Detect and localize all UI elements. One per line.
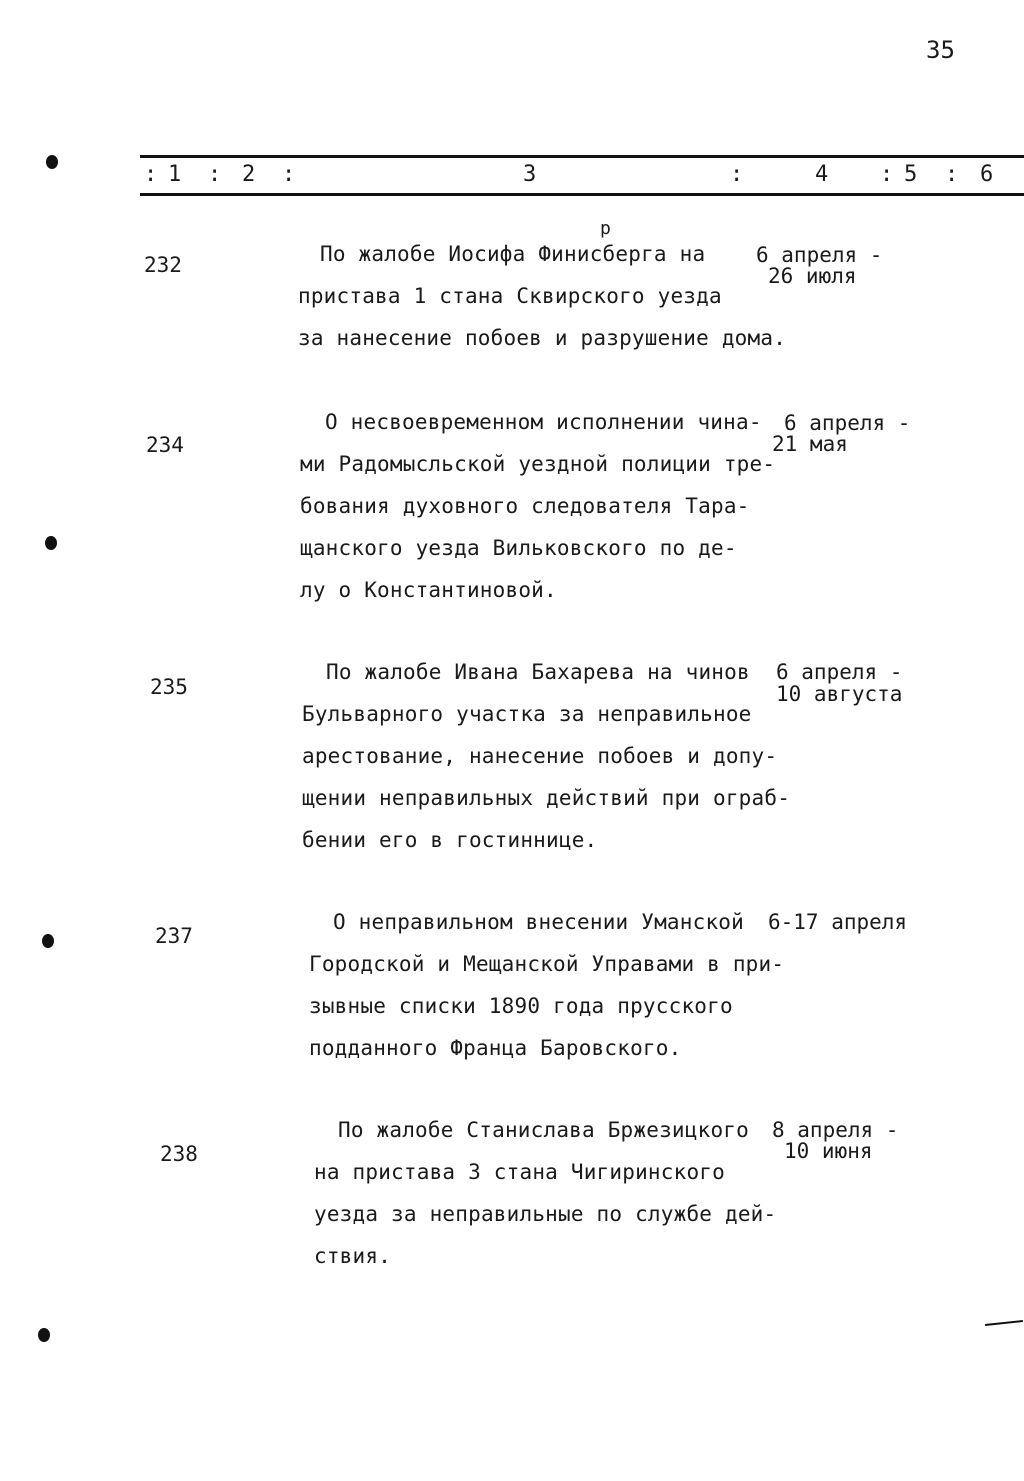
entry-date-end: 21 мая [772, 432, 848, 456]
header-top-rule [140, 155, 1024, 158]
column-header-5: 5 [904, 162, 918, 187]
entry-description-line: уезда за неправильные по службе дей- [314, 1202, 777, 1226]
entry-date-start: 8 апреля - [772, 1118, 899, 1142]
column-separator: : [730, 162, 744, 187]
entry-description-line: По жалобе Ивана Бахарева на чинов [326, 660, 750, 684]
entry-description-line: щанского уезда Вильковского по де- [300, 536, 737, 560]
punch-hole [45, 536, 57, 550]
column-header-2: 2 [242, 162, 256, 187]
column-separator: : [208, 162, 222, 187]
entry-number: 237 [155, 924, 193, 948]
entry-date-start: 6 апреля - [784, 411, 911, 435]
column-header-row [140, 160, 1024, 190]
punch-hole [38, 1328, 50, 1342]
entry-number: 234 [146, 433, 184, 457]
punch-hole [42, 934, 54, 948]
entry-description-line: О неправильном внесении Уманской [333, 910, 744, 934]
entry-description-line: ми Радомысльской уездной полиции тре- [300, 452, 776, 476]
entry-description-line: По жалобе Иосифа Финисберга на [320, 242, 706, 266]
entry-description-line: арестование, нанесение побоев и допу- [302, 744, 778, 768]
column-header-4: 4 [815, 162, 829, 187]
entry-date-end: 26 июля [768, 264, 857, 288]
page-number: 35 [926, 36, 955, 64]
edge-mark [985, 1320, 1023, 1326]
column-header-6: 6 [980, 162, 994, 187]
entry-date-start: 6-17 апреля [768, 910, 908, 934]
entry-description-line: бования духовного следователя Тара- [300, 494, 750, 518]
entry-description-line: щении неправильных действий при ограб- [302, 786, 791, 810]
entry-description-line: бении его в гостиннице. [302, 828, 598, 852]
entry-description-line: за нанесение побоев и разрушение дома. [298, 326, 787, 350]
entry-description-line: на пристава 3 стана Чигиринского [314, 1160, 725, 1184]
column-header-1: 1 [168, 162, 182, 187]
column-separator: : [945, 162, 959, 187]
entry-number: 235 [150, 675, 188, 699]
entry-date-end: 10 августа [776, 682, 903, 706]
entry-date-end: 10 июня [784, 1139, 873, 1163]
header-bottom-rule [140, 193, 1024, 196]
entry-number: 238 [160, 1142, 198, 1166]
entry-description-line: подданного Франца Баровского. [309, 1036, 682, 1060]
entry-description-line: зывные списки 1890 года прусского [309, 994, 733, 1018]
entry-date-start: 6 апреля - [756, 243, 883, 267]
entry-number: 232 [144, 253, 182, 277]
column-separator: : [282, 162, 296, 187]
entry-description-line: О несвоевременном исполнении чина- [325, 410, 762, 434]
entry-description-line: Бульварного участка за неправильное [302, 702, 752, 726]
entry-description-line: лу о Константиновой. [300, 578, 557, 602]
punch-hole [46, 155, 58, 169]
stray-mark: р [600, 218, 611, 239]
entry-description-line: Городской и Мещанской Управами в при- [309, 952, 785, 976]
entry-date-start: 6 апреля - [776, 660, 903, 684]
entry-description-line: По жалобе Станислава Бржезицкого [338, 1118, 749, 1142]
entry-description-line: пристава 1 стана Сквирского уезда [298, 284, 722, 308]
entry-description-line: ствия. [314, 1244, 392, 1268]
column-header-3: 3 [523, 162, 537, 187]
column-separator: : [880, 162, 894, 187]
column-separator: : [144, 162, 158, 187]
